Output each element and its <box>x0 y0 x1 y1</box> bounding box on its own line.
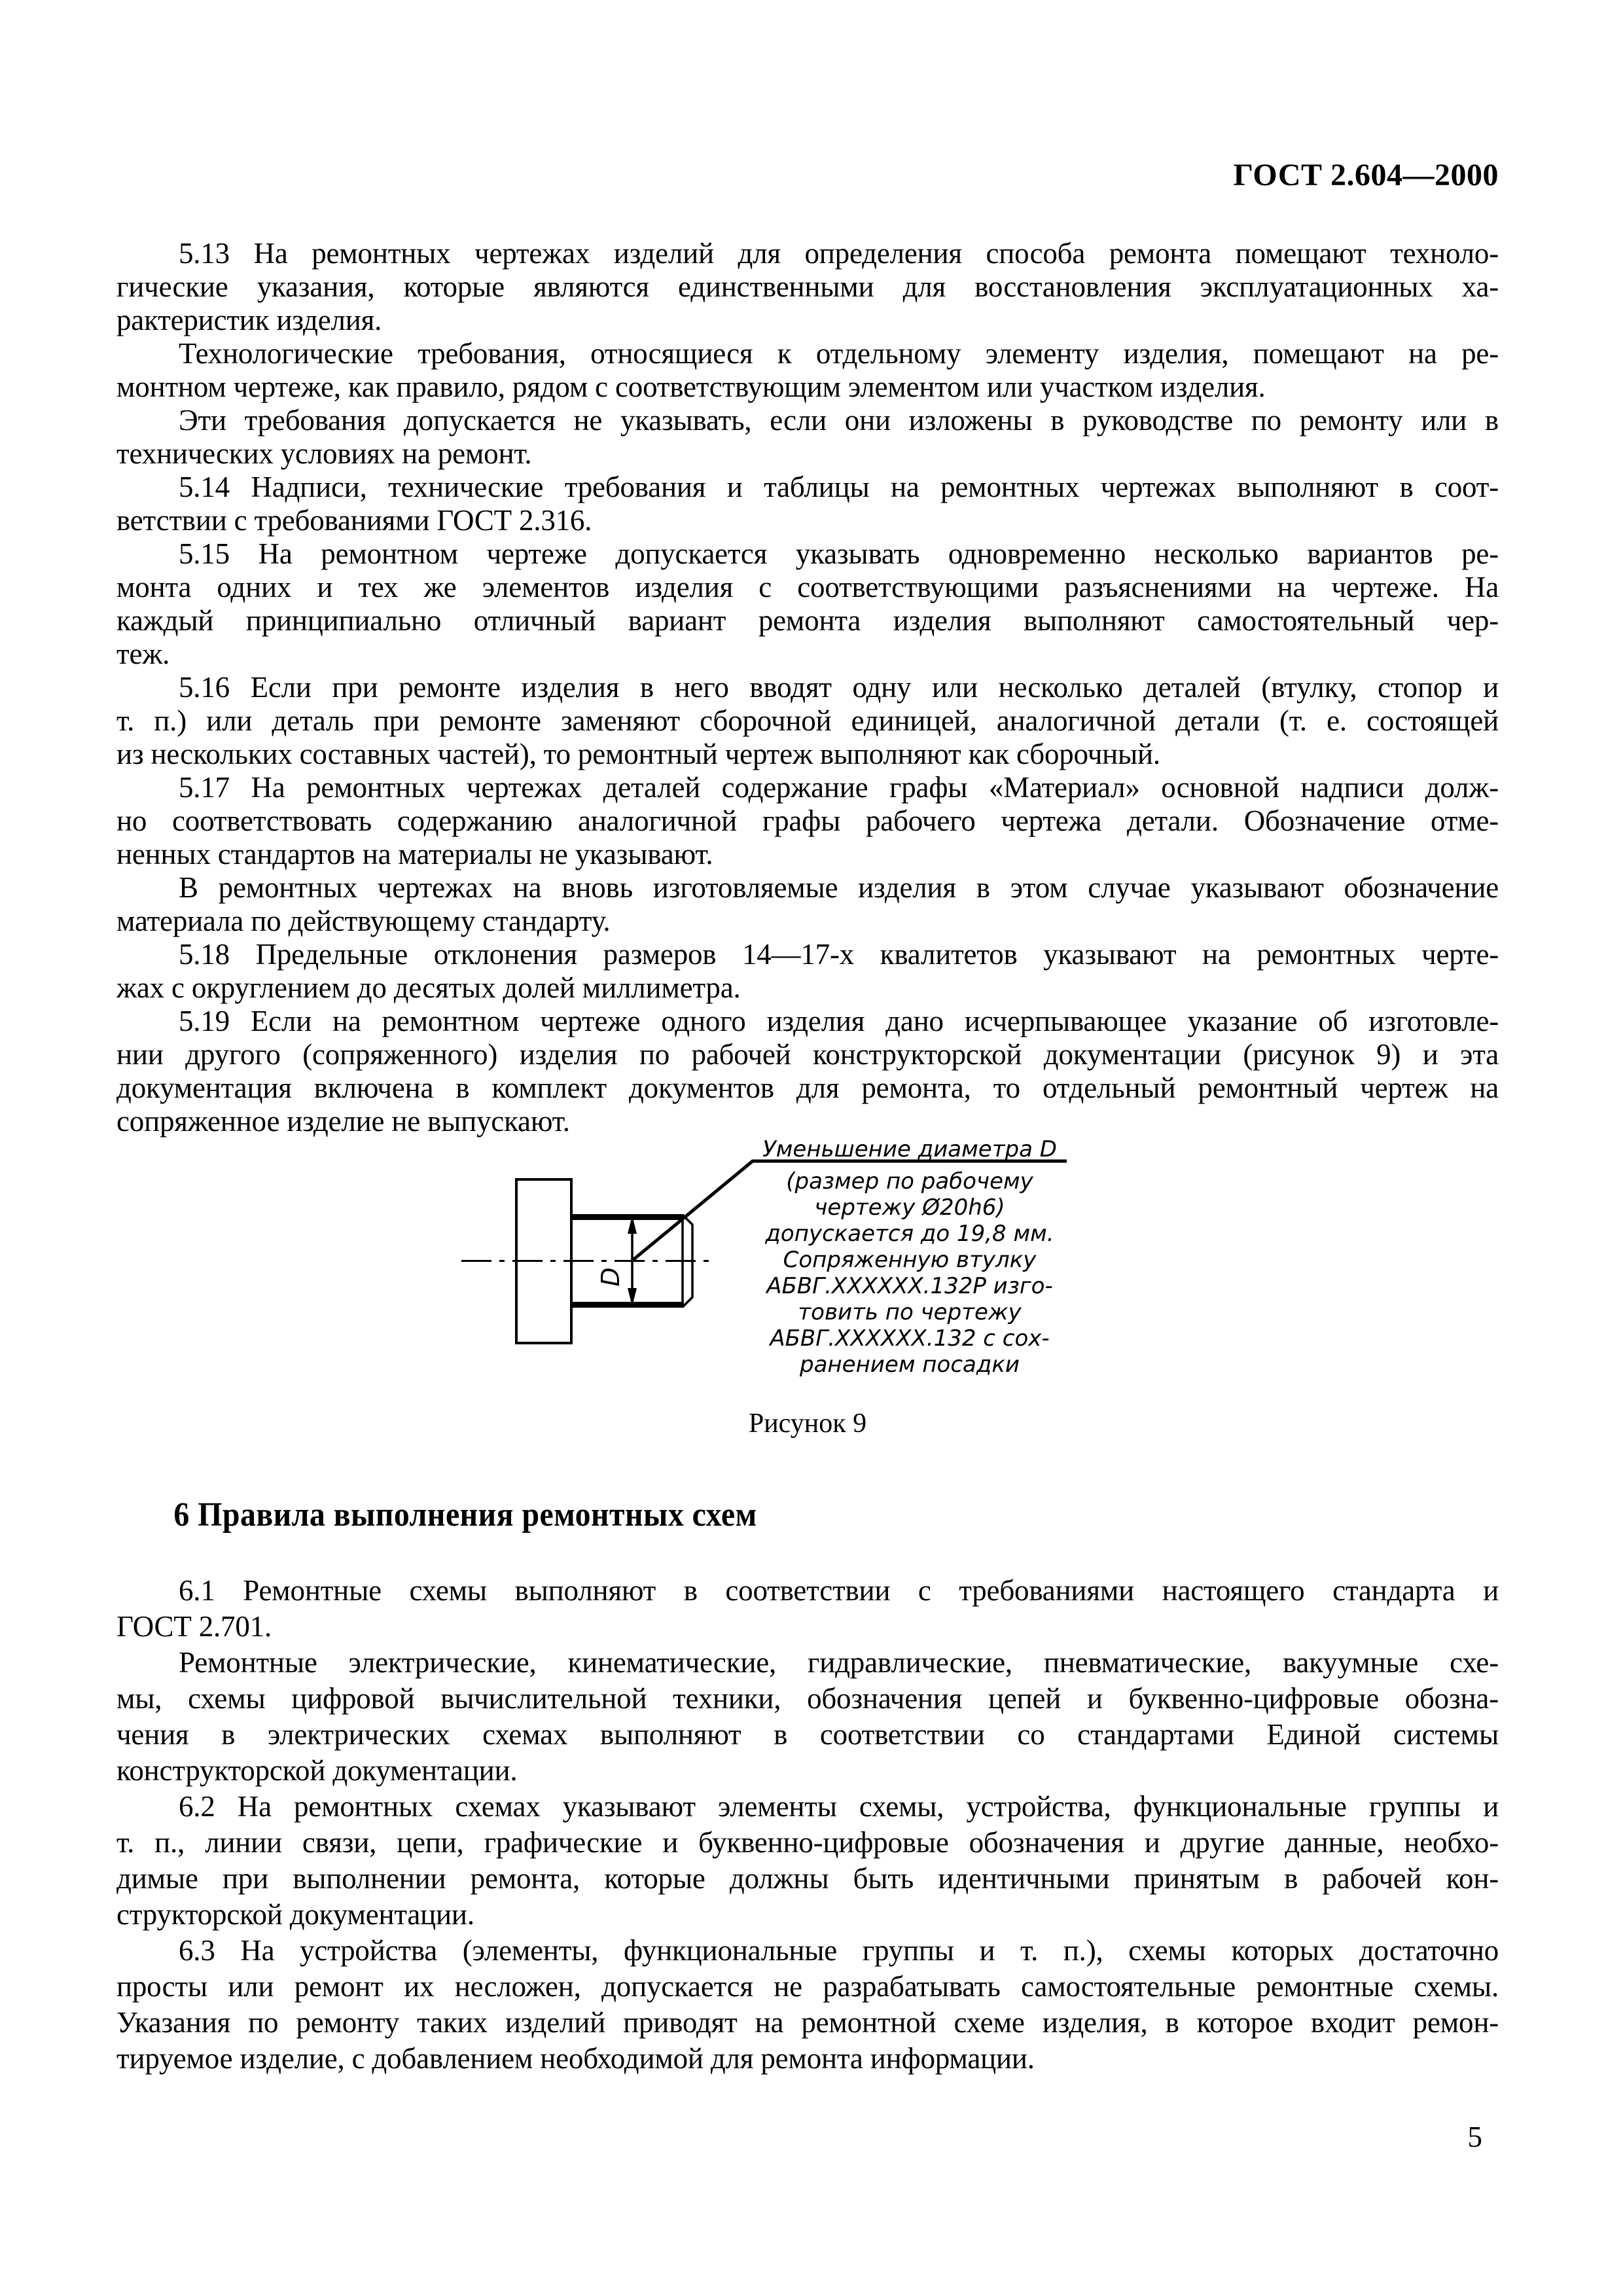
figure-9 <box>116 1138 1499 1400</box>
section-5-paragraphs <box>116 237 1499 1138</box>
text-line: 5.19 Если на ремонтном чертеже одного изделия дано исчерпывающее указание об изготовле- <box>179 1005 1499 1037</box>
text-line: но соответствовать содержанию аналогичной графы рабочего чертежа детали. Обозначение отме- <box>116 804 1499 837</box>
dimension-label: D <box>596 1267 625 1287</box>
annotation-line: ранением посадки <box>800 1352 1020 1378</box>
text-line: монтном чертеже, как правило, рядом с соответствующим элементом или участком изделия. <box>116 370 1266 403</box>
repair-drawing <box>116 1138 1499 1400</box>
annotation-line: АБВГ.ХХХХХХ.132Р изго- <box>766 1273 1053 1299</box>
text-line: каждый принципиально отличный вариант ремонта изделия выполняют самостоятельный чер- <box>116 604 1499 637</box>
text-line: 5.18 Предельные отклонения размеров 14—17-х квалитетов указывают на ремонтных черте- <box>179 938 1499 971</box>
text-line: монта одних и тех же элементов изделия с соответствующими разъяснениями на чертеже. На <box>116 571 1499 603</box>
annotation-line: Сопряженную втулку <box>783 1247 1037 1273</box>
text-line: тируемое изделие, с добавлением необходимой для ремонта информации. <box>116 2042 1035 2075</box>
text-line: гические указания, которые являются единственными для восстановления эксплуатационных ха- <box>116 270 1499 303</box>
text-line: рактеристик изделия. <box>116 304 382 336</box>
text-line: документация включена в комплект документов для ремонта, то отдельный ремонтный чертеж на <box>116 1071 1499 1104</box>
section-6-paragraphs <box>116 1573 1499 2077</box>
annotation-line: (размер по рабочему <box>786 1168 1033 1194</box>
text-line: 5.13 На ремонтных чертежах изделий для определения способа ремонта помещают техноло- <box>179 237 1499 270</box>
annotation-line: допускается до 19,8 мм. <box>765 1221 1054 1247</box>
text-line: Технологические требования, относящиеся к отдельному элементу изделия, помещают на ре- <box>179 337 1499 370</box>
text-line: ненных стандартов на материалы не указывают. <box>116 838 713 870</box>
text-line: 6.1 Ремонтные схемы выполняют в соответствии с требованиями настоящего стандарта и <box>179 1574 1499 1607</box>
text-line: 5.16 Если при ремонте изделия в него вводят одну или несколько деталей (втулку, стопор и <box>179 671 1499 704</box>
text-line: ГОСТ 2.701. <box>116 1610 272 1643</box>
text-line: материала по действующему стандарту. <box>116 905 611 937</box>
annotation-line: товить по чертежу <box>798 1299 1022 1325</box>
text-line: жах с округлением до десятых долей миллиметра. <box>116 971 741 1004</box>
text-line: сопряженное изделие не выпускают. <box>116 1105 570 1138</box>
text-line: димые при выполнении ремонта, которые должны быть идентичными принятым в рабочей кон- <box>116 1862 1499 1895</box>
text-line: ветствии с требованиями ГОСТ 2.316. <box>116 504 592 537</box>
text-line: структорской документации. <box>116 1898 474 1931</box>
text-line: просты или ремонт их несложен, допускается не разрабатывать самостоятельные ремонтные схемы. <box>116 1970 1499 2003</box>
text-line: чения в электрических схемах выполняют в соответствии со стандартами Единой системы <box>116 1718 1499 1751</box>
figure-caption: Рисунок 9 <box>748 1408 867 1439</box>
text-line: нии другого (сопряженного) изделия по рабочей конструкторской документации (рисунок 9) и эта <box>116 1038 1499 1071</box>
text-line: Ремонтные электрические, кинематические, гидравлические, пневматические, вакуумные схе- <box>179 1646 1499 1679</box>
annotation-line: АБВГ.ХХХХХХ.132 с сох- <box>770 1325 1050 1352</box>
text-line: из нескольких составных частей), то ремонтный чертеж выполняют как сборочный. <box>116 738 1160 770</box>
section-6-heading: 6 Правила выполнения ремонтных схем <box>173 1496 757 1534</box>
text-line: Эти требования допускается не указывать, если они изложены в руководстве по ремонту или в <box>179 404 1499 437</box>
text-line: теж. <box>116 637 170 670</box>
text-line: т. п.) или деталь при ремонте заменяют сборочной единицей, аналогичной детали (т. е. состоящей <box>116 704 1499 737</box>
doc-code: ГОСТ 2.604—2000 <box>1233 158 1499 192</box>
text-line: 6.3 На устройства (элементы, функциональные группы и т. п.), схемы которых достаточно <box>179 1934 1499 1967</box>
text-line: технических условиях на ремонт. <box>116 437 532 470</box>
annotation-line: чертежу Ø20h6) <box>814 1194 1005 1221</box>
text-line: 5.15 На ремонтном чертеже допускается указывать одновременно несколько вариантов ре- <box>179 537 1499 570</box>
text-line: Указания по ремонту таких изделий приводят на ремонтной схеме изделия, в которое входит ремон- <box>116 2006 1499 2039</box>
text-line: В ремонтных чертежах на вновь изготовляемые изделия в этом случае указывают обозначение <box>179 871 1499 904</box>
text-line: 5.14 Надписи, технические требования и таблицы на ремонтных чертежах выполняют в соот- <box>179 471 1499 503</box>
text-line: мы, схемы цифровой вычислительной техники, обозначения цепей и буквенно-цифровые обозна- <box>116 1682 1499 1715</box>
text-line: 6.2 На ремонтных схемах указывают элементы схемы, устройства, функциональные группы и <box>179 1790 1499 1823</box>
text-line: конструкторской документации. <box>116 1754 518 1787</box>
annotation-line: Уменьшение диаметра D <box>762 1138 1057 1162</box>
text-line: т. п., линии связи, цепи, графические и буквенно-цифровые обозначения и другие данные, необхо- <box>116 1826 1499 1859</box>
page-number: 5 <box>1467 2121 1482 2153</box>
text-line: 5.17 На ремонтных чертежах деталей содержание графы «Материал» основной надписи долж- <box>179 771 1499 804</box>
